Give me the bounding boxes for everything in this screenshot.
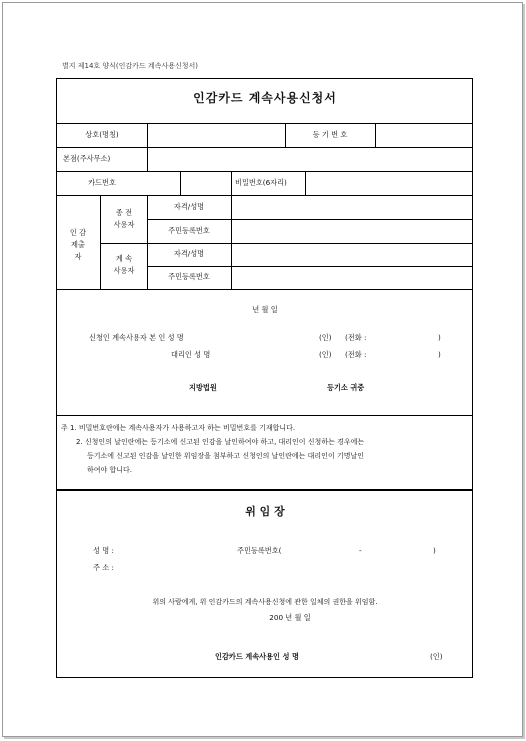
line-prev-mid	[147, 219, 472, 220]
delegation-date: 200 년 월 일	[269, 613, 311, 622]
delegate-address-label: 주 소 :	[93, 563, 114, 572]
prev-qual-name-label: 자격/성명	[173, 202, 205, 211]
password-label: 비밀번호(6자리)	[235, 178, 287, 187]
line-date-bottom	[57, 415, 472, 416]
line-title-bottom	[57, 123, 472, 124]
delegate-name-label: 성 명 :	[93, 546, 114, 555]
cont-resident-no-label: 주민등록번호	[168, 272, 210, 281]
prev-resident-no-label: 주민등록번호	[168, 226, 210, 235]
reg-no-label: 등 기 번 호	[312, 130, 348, 139]
form-title: 인감카드 계속사용신청서	[193, 91, 337, 105]
vline-card-left	[180, 171, 181, 195]
vline-group	[100, 195, 101, 289]
note-2-line-3: 하여야 합니다.	[87, 466, 133, 474]
delegate-resident-no-label: 주민등록번호(	[237, 546, 282, 555]
line-prev-bottom	[100, 243, 472, 244]
vline-label-1	[147, 123, 148, 171]
line-notes-bottom	[57, 489, 472, 491]
applicant-seal: (인)	[319, 333, 332, 342]
vline-sub	[147, 195, 148, 289]
vline-pw-right	[305, 171, 306, 195]
agent-seal: (인)	[319, 350, 332, 359]
line-cont-mid	[147, 266, 472, 267]
note-2-line-2: 등기소에 신고된 인감을 날인한 위임장을 첨부하고 신청인의 날인란에는 대리인이 기명날인	[87, 452, 364, 460]
delegation-seal: (인)	[430, 652, 443, 661]
company-label: 상호(명칭)	[85, 130, 119, 139]
district-court: 지방법원	[189, 383, 217, 392]
delegation-statement: 위의 사람에게, 위 인감카드의 계속사용신청에 관한 일체의 권한을 위임함.	[152, 598, 378, 606]
applicant-group-label: 인 감 제출자	[69, 228, 87, 261]
agent-name-line: 대리인 성 명	[171, 350, 211, 359]
line-row1-bottom	[57, 147, 472, 148]
vline-field	[231, 195, 232, 289]
form-note: 별지 제14호 양식(인감카드 계속사용신청서)	[62, 62, 198, 70]
line-row2-bottom	[57, 171, 472, 172]
vline-reg-right	[375, 123, 376, 147]
line-applicant-bottom	[57, 289, 472, 290]
delegate-resident-no-close: )	[433, 546, 436, 555]
note-1: 주 1. 비밀번호란에는 계속사용자가 사용하고자 하는 비밀번호를 기재합니다.	[61, 424, 296, 432]
card-no-label: 카드번호	[88, 178, 116, 187]
agent-phone: (전화 :	[345, 350, 367, 359]
applicant-phone-close: )	[438, 333, 441, 342]
vline-pw-left	[231, 171, 232, 195]
prev-user-label: 종 전 사용자	[113, 208, 135, 229]
application-date: 년 월 일	[252, 305, 278, 314]
cont-user-label: 계 속 사용자	[113, 254, 135, 275]
delegation-signer: 인감카드 계속사용인 성 명	[215, 652, 299, 661]
cont-qual-name-label: 자격/성명	[173, 249, 205, 258]
application-form	[56, 78, 473, 678]
applicant-phone: (전화 :	[345, 333, 367, 342]
agent-phone-close: )	[438, 350, 441, 359]
delegation-title: 위 임 장	[245, 505, 285, 518]
line-row3-bottom	[57, 195, 472, 196]
delegate-resident-no-dash: -	[359, 546, 362, 555]
applicant-name-line: 신청인 계속사용자 본 인 성 명	[89, 333, 184, 342]
registry-office: 등기소 귀중	[327, 383, 365, 392]
office-label: 본점(주사무소)	[63, 154, 111, 163]
note-2-line-1: 2. 신청인의 날인란에는 등기소에 신고된 인감을 날인하여야 하고, 대리인이 신청하는 경우에는	[76, 438, 365, 446]
vline-reg-left	[285, 123, 286, 147]
